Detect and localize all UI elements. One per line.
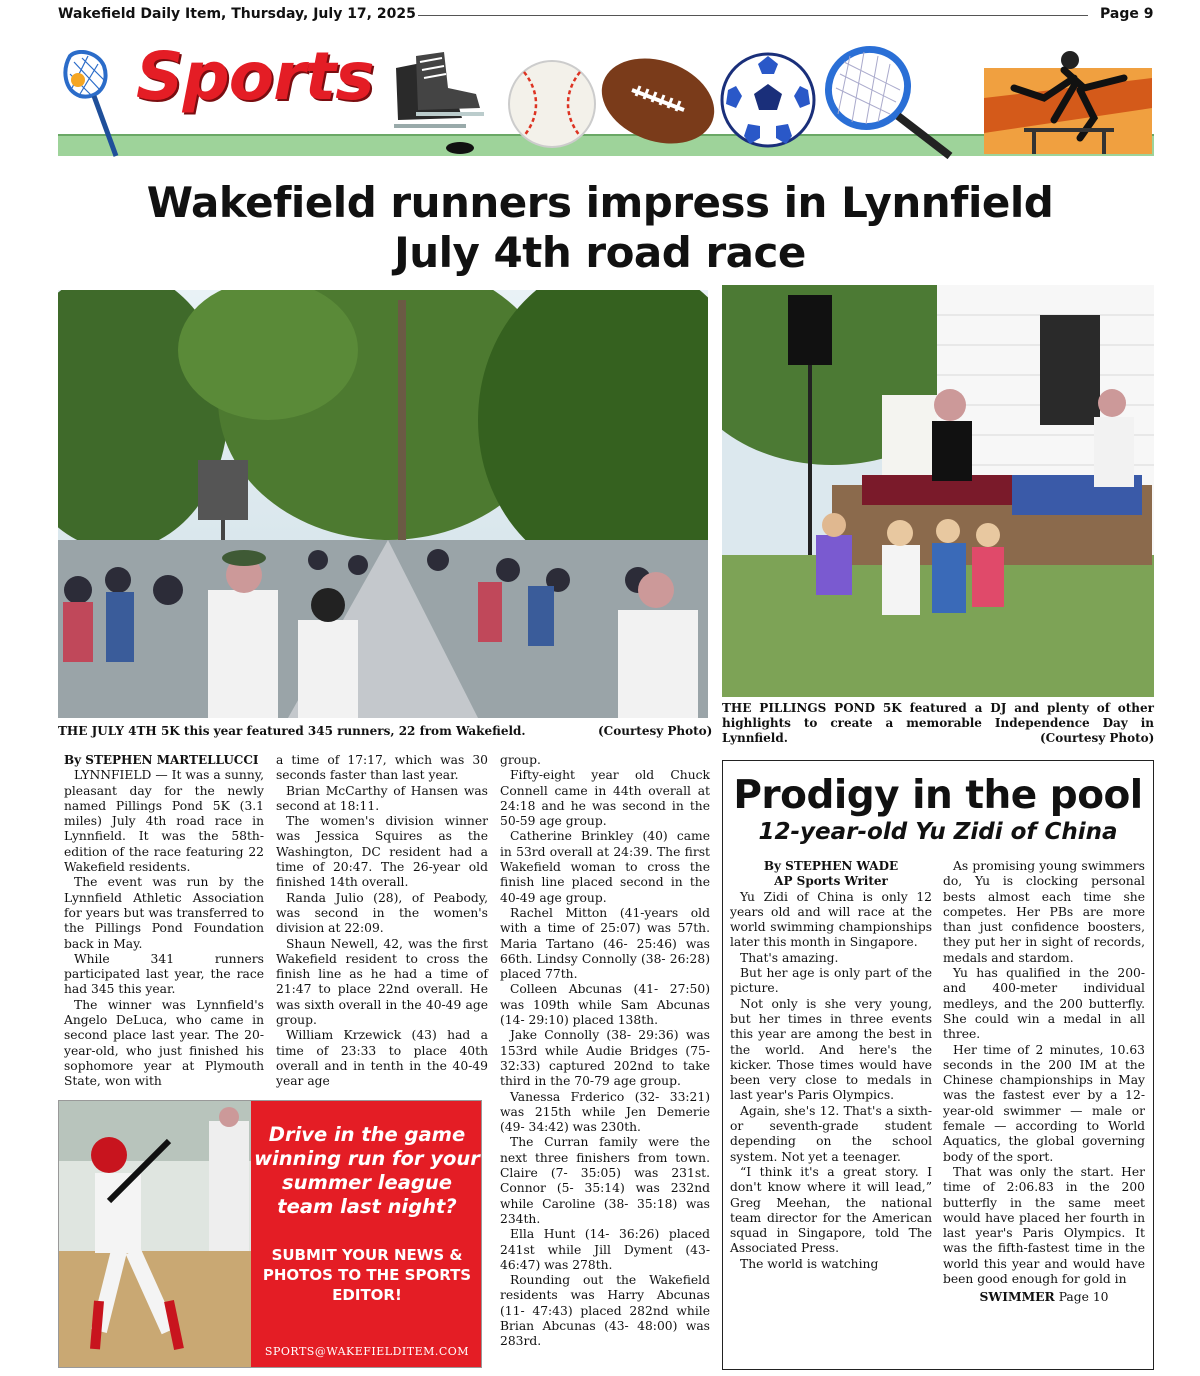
headline-line-2: July 4th road race <box>394 228 806 277</box>
ad-call-to-action: SUBMIT YOUR NEWS & PHOTOS TO THE SPORTS EDITOR! <box>262 1246 472 1304</box>
prodigy-column-1 <box>730 859 932 1272</box>
story-paragraph: Jake Connolly (38- 29:36) was 153rd while Audie Bridges (75- 32:33) captured 202nd to take third in the 70-79 age group. <box>500 1028 710 1089</box>
folio-rule <box>418 15 1088 16</box>
prodigy-byline: By STEPHEN WADE <box>763 859 899 873</box>
prodigy-subheadline: 12-year-old Yu Zidi of China <box>758 819 1118 845</box>
story-paragraph: Ella Hunt (14- 36:26) placed 241st while Jill Dyment (43- 46:47) was 278th. <box>500 1227 710 1272</box>
prodigy-paragraph: That's amazing. <box>740 950 839 965</box>
story-paragraph: group. <box>500 753 541 767</box>
prodigy-paragraph: Yu has qualified in the 200- and 400-meter individual medleys, and the 200 butterfly. She could win a medal in all three. <box>943 966 1145 1042</box>
prodigy-column-2 <box>943 859 1145 1306</box>
soccer-ball-icon <box>718 50 818 150</box>
story-paragraph: Brian McCarthy of Hansen was second at 18:11. <box>276 783 488 813</box>
headline-line-1: Wakefield runners impress in Lynnfield <box>146 178 1054 227</box>
story-column-2 <box>276 753 488 1090</box>
hurdler-icon <box>984 38 1152 156</box>
prodigy-paragraph: “I think it's a great story. I don't know where it will lead,” Greg Meehan, the national team director for the American squad in Singapore, told The Associated Press. <box>730 1164 932 1256</box>
story-paragraph: The winner was Lynnfield's Angelo DeLuca, who came in second place last year. The 20-year-old, who just finished his sophomore year at Plymouth State, won with <box>64 997 264 1089</box>
dj-stage-photo <box>722 285 1154 697</box>
jump-page: Page 10 <box>1058 1290 1109 1305</box>
story-paragraph: The event was run by the Lynnfield Athletic Association for years but was transferred to the Pillings Pond Foundation back in May. <box>64 875 264 951</box>
ad-headline: Drive in the game winning run for your summer league team last night? <box>254 1123 480 1218</box>
story-paragraph: Rounding out the Wakefield residents was Harry Abcunas (11- 47:43) placed 282nd while Brian Abcunas (43- 48:00) was 283rd. <box>500 1273 710 1349</box>
prodigy-paragraph: Her time of 2 minutes, 10.63 seconds in the 200 IM at the Chinese championships in May was the fastest ever by a 12-year-old swimmer — male or female — according to World Aquatics, the global governing body of the sport. <box>943 1042 1145 1164</box>
story-paragraph: Catherine Brinkley (40) came in 53rd overall at 24:39. The first Wakefield woman to cross the finish line placed second in the 40-49 age group. <box>500 829 710 905</box>
prodigy-byline-title: AP Sports Writer <box>774 874 888 889</box>
prodigy-paragraph: Again, she's 12. That's a sixth- or seventh-grade student depending on the school system. Not yet a teenager. <box>730 1103 932 1164</box>
prodigy-paragraph: The world is watching <box>740 1256 879 1271</box>
ad-baseball-photo <box>59 1101 251 1368</box>
story-paragraph: The women's division winner was Jessica Squires as the Washington, DC resident had a time of 20:47. The 26-year old finished 14th overall. <box>276 814 488 890</box>
photo1-caption: THE JULY 4TH 5K this year featured 345 runners, 22 from Wakefield. <box>58 724 526 738</box>
photo1-credit: (Courtesy Photo) <box>598 724 713 738</box>
sports-submission-ad[interactable] <box>58 1100 482 1368</box>
prodigy-paragraph: Yu Zidi of China is only 12 years old and will race at the world swimming championships later this month in Singapore. <box>730 889 932 950</box>
jump-word: SWIMMER <box>979 1289 1055 1305</box>
story-paragraph: Fifty-eight year old Chuck Connell came in 44th overall at 24:18 and he was second in the 50-59 age group. <box>500 768 710 829</box>
story-paragraph: While 341 runners participated last year, the race had 345 this year. <box>64 951 264 997</box>
story-paragraph: Shaun Newell, 42, was the first Wakefield resident to cross the finish line as he had a time of 21:47 to place 22nd overall. He was sixth overall in the 40-49 age group. <box>276 936 488 1028</box>
hockey-skates-icon <box>386 48 496 158</box>
prodigy-paragraph: As promising young swimmers do, Yu is clocking personal bests almost each time she competes. Her PBs are more than just confidence boosters, they put her in sight of records, medals and stardom. <box>943 859 1145 965</box>
story-paragraph: a time of 17:17, which was 30 seconds faster than last year. <box>276 753 488 783</box>
prodigy-paragraph: Not only is she very young, but her times in three events this year are among the best in the world. And here's the kicker. Those times would have been very close to medals in last year's Paris Olympics. <box>730 996 932 1103</box>
ad-red-panel <box>251 1101 482 1368</box>
photo2-caption: THE PILLINGS POND 5K featured a DJ and plenty of other highlights to create a memorable Independence Day in Lynnfield. <box>722 701 1154 745</box>
race-crowd-photo <box>58 290 708 718</box>
story-paragraph: Randa Julio (28), of Peabody, was second in the women's division at 22:09. <box>276 890 488 936</box>
football-icon <box>596 46 720 156</box>
story-column-1 <box>64 753 264 1090</box>
story-paragraph: Colleen Abcunas (41- 27:50) was 109th while Sam Abcunas (14- 29:10) placed 138th. <box>500 982 710 1028</box>
story-paragraph: William Krzewick (43) had a time of 23:33 to place 40th overall and in tenth in the 40-49 year age <box>276 1028 488 1089</box>
story-paragraph: Rachel Mitton (41-years old with a time of 25:07) was 57th. Maria Tartano (46- 25:46) was 66th. Lindsy Connolly (38- 26:28) placed 77th. <box>500 905 710 982</box>
main-headline <box>0 178 1200 278</box>
story-paragraph: Vanessa Frderico (32- 33:21) was 215th while Jen Demerie (49- 34:42) was 230th. <box>500 1089 710 1135</box>
story-column-3 <box>500 753 710 1350</box>
tennis-racket-icon <box>820 44 960 162</box>
story-paragraph: The Curran family were the next three finishers from town. Claire (7- 35:05) was 231st. Connor (5- 35:14) was 232nd while Caroline (38- 35:18) was 234th. <box>500 1135 710 1226</box>
ad-email-link[interactable]: SPORTS@WAKEFIELDITEM.COM <box>264 1345 470 1358</box>
baseball-icon <box>506 58 598 150</box>
prodigy-headline: Prodigy in the pool <box>733 773 1143 818</box>
prodigy-paragraph: That was only the start. Her time of 2:06.83 in the 200 butterfly in the same meet would have placed her fourth in last year's Paris Olympics. It was the fifth-fastest time in the world this year and would have been good enough for gold in <box>943 1164 1145 1287</box>
story-byline: By STEPHEN MARTELLUCCI <box>64 753 259 767</box>
story-paragraph: LYNNFIELD — It was a sunny, pleasant day for the newly named Pillings Pond 5K (3.1 miles) July 4th road race in Lynnfield. It was the 58th-edition of the race featuring 22 Wakefield residents. <box>64 768 264 875</box>
sports-banner <box>58 36 1154 158</box>
photo2-credit: (Courtesy Photo) <box>1040 731 1155 745</box>
prodigy-paragraph: But her age is only part of the picture. <box>730 966 932 996</box>
prodigy-jump-line[interactable] <box>943 1289 1145 1305</box>
folio-page-number: Page 9 <box>1100 6 1154 22</box>
lacrosse-stick-icon <box>58 50 128 160</box>
sports-section-title: Sports <box>136 38 374 115</box>
folio-date: Wakefield Daily Item, Thursday, July 17, 2025 <box>58 6 416 22</box>
prodigy-story-box <box>722 760 1154 1370</box>
